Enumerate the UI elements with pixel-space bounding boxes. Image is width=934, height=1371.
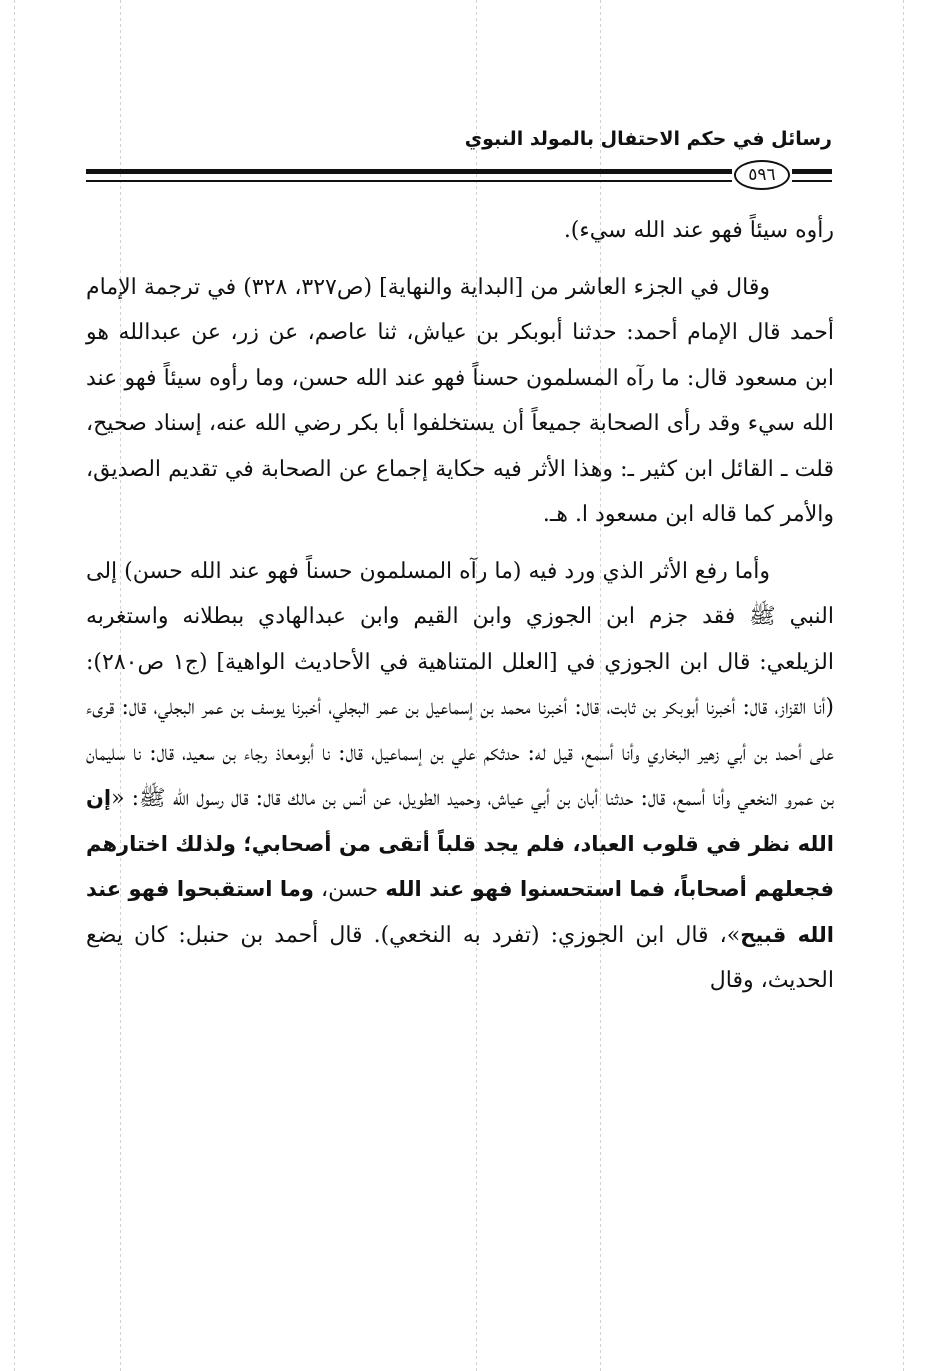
paragraph-1: رأوه سيئاً فهو عند الله سيء). [563,218,834,243]
scan-margin-line [14,0,15,1371]
paragraph-3-text-mid: حسن، [313,877,386,902]
hadith-text-part-2: وما استقبحوا فهو عند الله قبيح [86,877,834,947]
running-title: رسائل في حكم الاحتفال بالمولد النبوي [464,128,832,150]
hadith-text-part-1: إن الله نظر في قلوب العباد، فلم يجد قلباً أتقى من أصحابي؛ ولذلك اختارهم فجعلهم أصحاباً، فما استحسنوا فهو عند الله [86,786,834,901]
main-text [86,208,834,1004]
paragraph-3 [86,549,834,1004]
paragraph-2: وقال في الجزء العاشر من [البداية والنهاية] (ص٣٢٧، ٣٢٨) في ترجمة الإمام أحمد قال الإمام أحمد: حدثنا أبوبكر بن عياش، ثنا عاصم، عن زر، عن عبدالله هو ابن مسعود قال: ما رآه المسلمون حسناً فهو عند الله حسن، وما رأوه سيئاً فهو عند الله سيء وقد رأى الصحابة جميعاً أن يستخلفوا أبا بكر رضي الله عنه، إسناد صحيح، قلت ـ القائل ابن كثير ـ: وهذا الأثر فيه حكاية إجماع عن الصحابة في تقديم الصديق، والأمر كما قاله ابن مسعود ا. هـ. [86,274,834,527]
header-rule [86,169,732,182]
scan-margin-line [903,0,904,1371]
paragraph-3-text-end: »، قال ابن الجوزي: (تفرد به النخعي). قال أحمد بن حنبل: كان يضع الحديث، وقال [86,922,834,993]
page-number: ٥٩٦ [734,160,790,190]
paragraph-3-text-start: وأما رفع الأثر الذي ورد فيه (ما رآه المسلمون حسناً فهو عند الله حسن) إلى النبي ﷺ فقد جزم ابن الجوزي وابن القيم وابن عبدالهادي ببطلانه واستغربه الزيلعي: قال ابن الجوزي في [العلل المتناهية في الأحاديث الواهية] (ج١ ص٢٨٠): (أنا القزاز، قال: أخبرنا أبوبكر بن ثابت، قال: أخبرنا محمد بن إسماعيل بن عمر البجلي، أخبرنا يوسف بن عمر البجلي، قال: قرىء على أحمد بن أبي زهير البخاري وأنا أسمع، قيل له: حدثكم علي بن إسماعيل، قال: نا أبومعاذ رجاء بن سعيد، قال: نا سليمان بن عمرو النخعي وأنا أسمع، قال: حدثنا أبان بن أبي عياش، وحميد الطويل، عن أنس بن مالك قال: قال رسول الله ﷺ: « [86,558,834,811]
header-rule-end [792,169,832,182]
